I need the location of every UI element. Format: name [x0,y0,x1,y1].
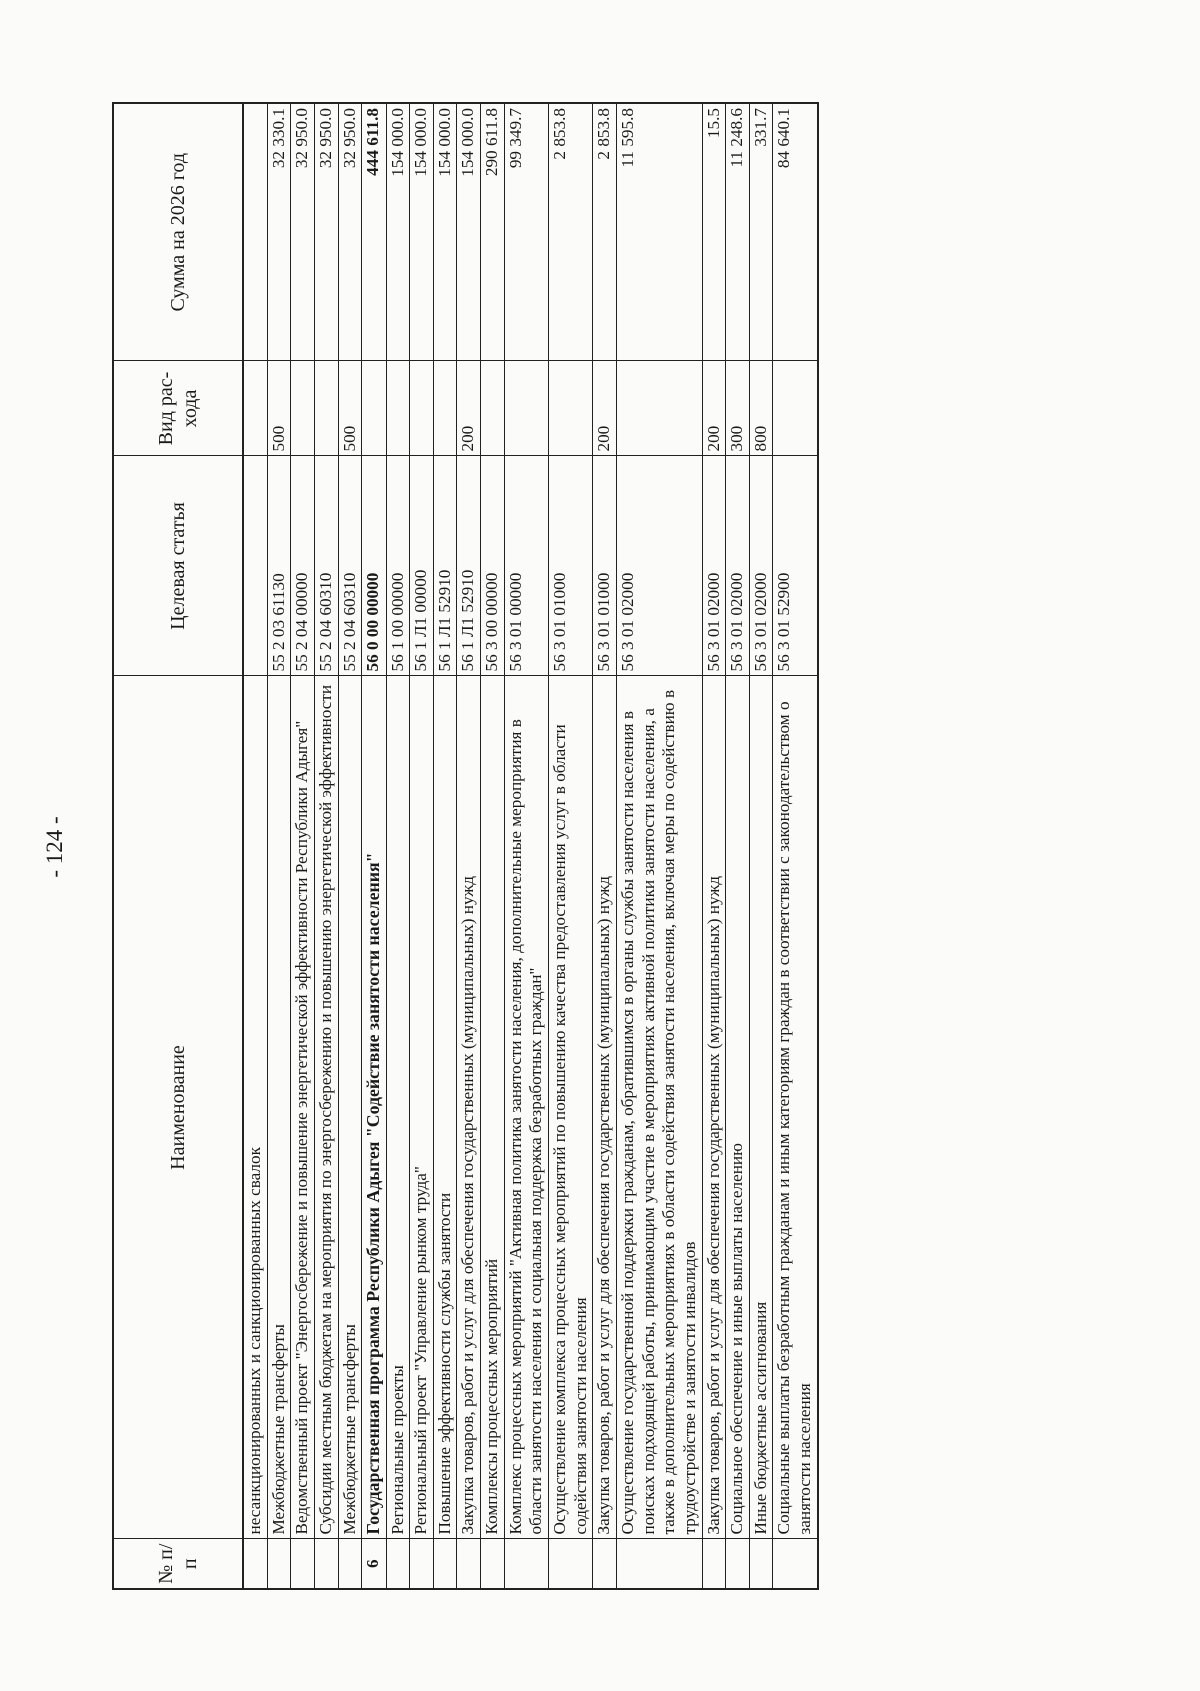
cell-num [243,1539,267,1589]
cell-kind: 800 [749,361,773,456]
cell-code: 56 3 00 00000 [481,456,505,676]
cell-num [481,1539,505,1589]
cell-code: 56 3 01 00000 [504,456,548,676]
cell-num [291,1539,315,1589]
cell-kind [616,361,702,456]
cell-kind [291,361,315,456]
rotated-document [42,104,1064,1590]
table-row [726,103,750,1589]
cell-kind [549,361,593,456]
cell-num [549,1539,593,1589]
cell-name: Осуществление государственной поддержки гражданам, обратившимся в органы службы занятости населения в поисках подходящей работы, принимающим участие в мероприятиях активной политики занятости населения, а также в дополнительных мероприятиях в области содействия занятости населения, включая меры по содействию в трудоустройстве и занятости инвалидов [616,676,702,1539]
cell-code: 55 2 04 60310 [314,456,338,676]
cell-name: Закупка товаров, работ и услуг для обеспечения государственных (муниципальных) нужд [702,676,726,1539]
table-row [362,103,386,1589]
table-row [504,103,548,1589]
cell-kind: 500 [338,361,362,456]
cell-sum: 32 950.0 [314,103,338,361]
cell-num [702,1539,726,1589]
cell-kind [504,361,548,456]
cell-name: Закупка товаров, работ и услуг для обеспечения государственных (муниципальных) нужд [593,676,617,1539]
cell-code: 56 3 01 52900 [773,456,818,676]
table-row [702,103,726,1589]
cell-name: Иные бюджетные ассигнования [749,676,773,1539]
cell-name: Региональный проект "Управление рынком труда" [410,676,434,1539]
cell-sum: 2 853.8 [593,103,617,361]
cell-name: Повышение эффективности службы занятости [433,676,457,1539]
cell-sum: 154 000.0 [386,103,410,361]
cell-name: Субсидии местным бюджетам на мероприятия по энергосбережению и повышению энергетической эффективности [314,676,338,1539]
cell-name: Межбюджетные трансферты [338,676,362,1539]
header-name: Наименование [113,676,243,1539]
page-number: - 124 - [42,816,67,878]
cell-code [243,456,267,676]
cell-sum: 84 640.1 [773,103,818,361]
cell-sum: 99 349.7 [504,103,548,361]
cell-sum: 290 611.8 [481,103,505,361]
cell-kind [243,361,267,456]
table-row [291,103,315,1589]
cell-name: Комплекс процессных мероприятий "Активная политика занятости населения, дополнительные мероприятия в области занятости населения и социальная поддержка безработных граждан" [504,676,548,1539]
cell-kind: 200 [457,361,481,456]
cell-num [773,1539,818,1589]
table-row [386,103,410,1589]
cell-sum: 11 248.6 [726,103,750,361]
cell-kind: 500 [267,361,291,456]
cell-code: 56 1 Л1 00000 [410,456,434,676]
cell-code: 56 3 01 01000 [549,456,593,676]
cell-code: 56 3 01 01000 [593,456,617,676]
table-row [433,103,457,1589]
cell-kind: 200 [593,361,617,456]
header-sum: Сумма на 2026 год [113,103,243,361]
cell-sum: 15.5 [702,103,726,361]
cell-code: 56 3 01 02000 [749,456,773,676]
cell-code: 55 2 04 00000 [291,456,315,676]
header-kind: Вид рас-хода [113,361,243,456]
cell-num [457,1539,481,1589]
cell-num [504,1539,548,1589]
cell-num [314,1539,338,1589]
cell-kind [314,361,338,456]
table-row [773,103,818,1589]
cell-sum: 32 950.0 [338,103,362,361]
cell-sum: 154 000.0 [457,103,481,361]
cell-name: Ведомственный проект "Энергосбережение и повышение энергетической эффективности Республики Адыгея" [291,676,315,1539]
table-row [549,103,593,1589]
budget-table [112,102,819,1590]
cell-sum: 32 330.1 [267,103,291,361]
cell-num [616,1539,702,1589]
cell-code: 56 0 00 00000 [362,456,386,676]
table-row [457,103,481,1589]
cell-code: 56 1 Л1 52910 [457,456,481,676]
table-row [243,103,267,1589]
cell-num [749,1539,773,1589]
cell-kind [433,361,457,456]
cell-kind [386,361,410,456]
cell-code: 56 1 Л1 52910 [433,456,457,676]
cell-code: 56 3 01 02000 [616,456,702,676]
cell-num [726,1539,750,1589]
cell-code: 56 3 01 02000 [702,456,726,676]
cell-num [433,1539,457,1589]
cell-kind [481,361,505,456]
table-row [593,103,617,1589]
cell-num: 6 [362,1539,386,1589]
cell-sum: 154 000.0 [410,103,434,361]
table-row [616,103,702,1589]
cell-name: Социальное обеспечение и иные выплаты населению [726,676,750,1539]
cell-sum: 154 000.0 [433,103,457,361]
cell-sum: 444 611.8 [362,103,386,361]
cell-sum: 32 950.0 [291,103,315,361]
cell-name: Осуществление комплекса процессных мероприятий по повышению качества предоставления услуг в области содействия занятости населения [549,676,593,1539]
cell-name: несанкционированных и санкционированных свалок [243,676,267,1539]
cell-code: 56 3 01 02000 [726,456,750,676]
cell-num [386,1539,410,1589]
table-row [267,103,291,1589]
cell-name: Социальные выплаты безработным гражданам и иным категориям граждан в соответствии с законодательством о занятости населения [773,676,818,1539]
table-row [481,103,505,1589]
cell-num [267,1539,291,1589]
cell-num [410,1539,434,1589]
table-row [338,103,362,1589]
cell-sum [243,103,267,361]
cell-sum: 11 595.8 [616,103,702,361]
header-num: № п/п [113,1539,243,1589]
cell-sum: 2 853.8 [549,103,593,361]
cell-num [593,1539,617,1589]
cell-name: Комплексы процессных мероприятий [481,676,505,1539]
cell-code: 55 2 04 60310 [338,456,362,676]
cell-code: 56 1 00 00000 [386,456,410,676]
header-code: Целевая статья [113,456,243,676]
cell-kind [362,361,386,456]
cell-sum: 331.7 [749,103,773,361]
cell-kind: 300 [726,361,750,456]
cell-name: Закупка товаров, работ и услуг для обеспечения государственных (муниципальных) нужд [457,676,481,1539]
cell-name: Межбюджетные трансферты [267,676,291,1539]
cell-name: Региональные проекты [386,676,410,1539]
cell-code: 55 2 03 61130 [267,456,291,676]
cell-num [338,1539,362,1589]
cell-kind: 200 [702,361,726,456]
table-row [314,103,338,1589]
table-header-row [113,103,243,1589]
cell-kind [773,361,818,456]
table-row [749,103,773,1589]
table-row [410,103,434,1589]
cell-name: Государственная программа Республики Адыгея "Содействие занятости населения" [362,676,386,1539]
cell-kind [410,361,434,456]
table-body [243,103,818,1589]
